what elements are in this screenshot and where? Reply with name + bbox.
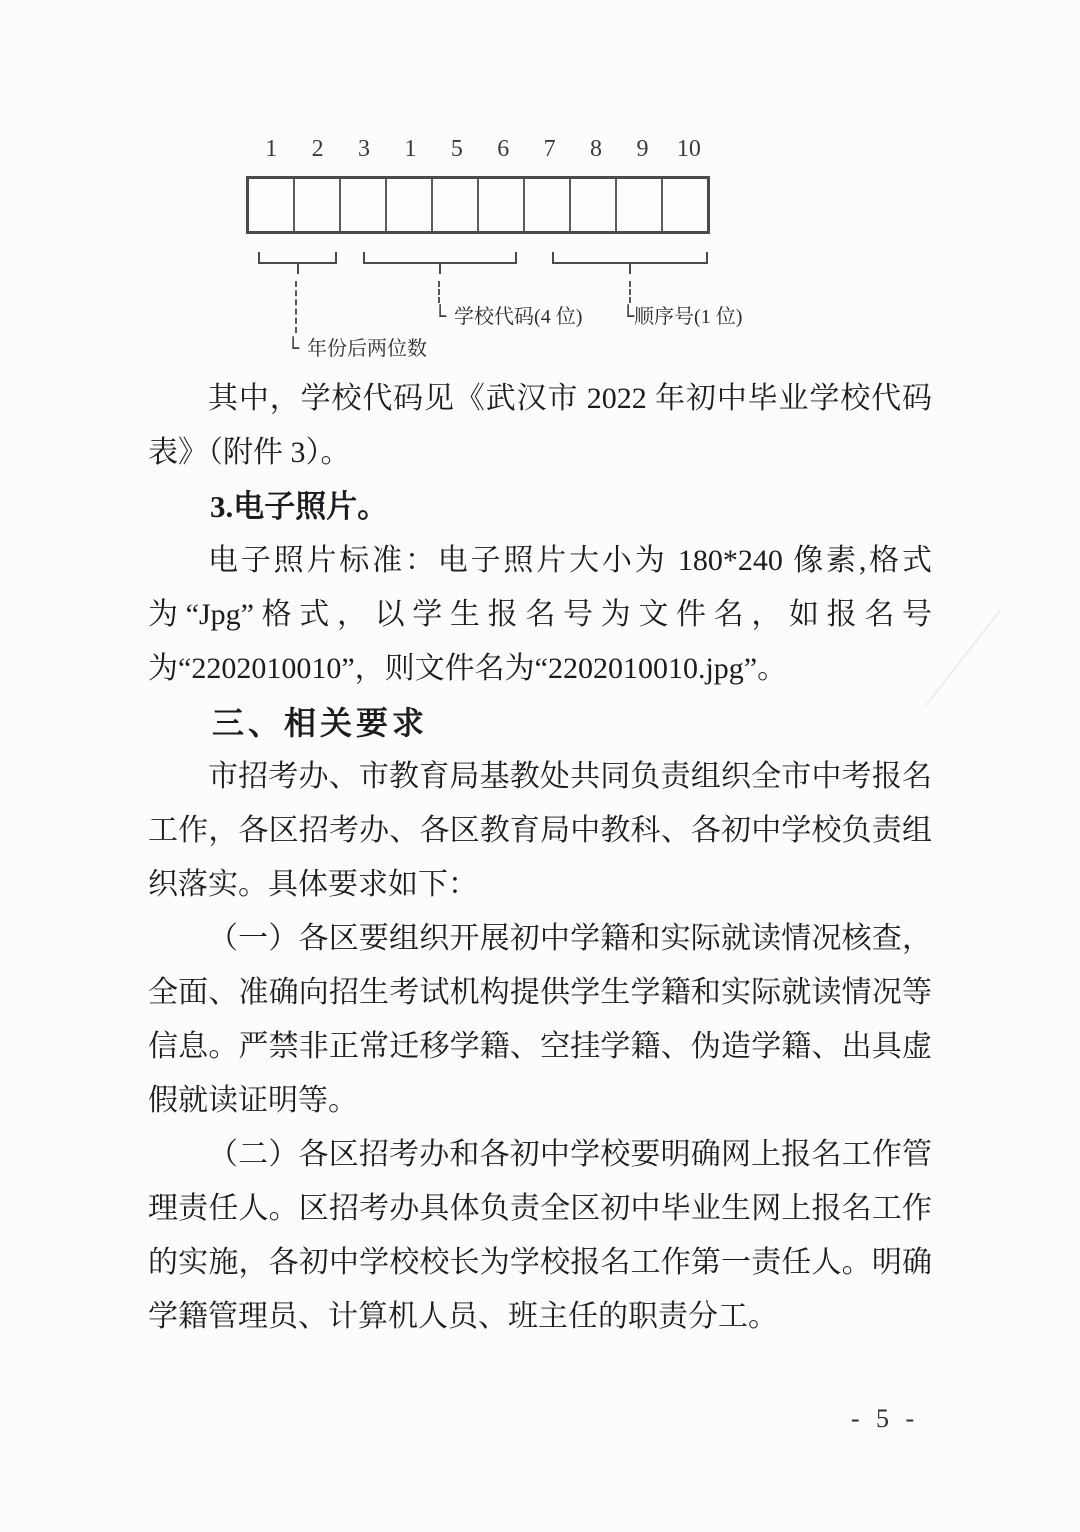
- scan-artifact: [925, 610, 1000, 706]
- digit-position-label: 7: [543, 136, 556, 162]
- school-code-group-brace: [363, 252, 517, 264]
- code-box-cell: [341, 179, 387, 231]
- school-code-connector-line: [438, 281, 440, 303]
- heading-electronic-photo: 3.电子照片。: [210, 489, 389, 524]
- digit-position-label: 6: [497, 136, 510, 162]
- code-box-cell: [617, 179, 663, 231]
- digit-position-label: 1: [265, 136, 278, 162]
- year-connector-line: [295, 281, 297, 333]
- school-code-label: [434, 304, 582, 329]
- code-box-cell: [479, 179, 525, 231]
- digit-position-labels: [248, 134, 712, 164]
- digit-position-label: 8: [590, 136, 603, 162]
- digit-position-label: 9: [636, 136, 649, 162]
- code-digit-boxes: [246, 176, 710, 234]
- code-box-cell: [387, 179, 433, 231]
- para-photo-standard: 电子照片标准：电子照片大小为 180*240 像素,格式为“Jpg”格式，以学生报名号为文件名，如报名号为“2202010010”，则文件名为“2202010010.jpg”。: [148, 544, 932, 685]
- year-group-brace: [258, 252, 337, 264]
- sequence-group-brace: [552, 252, 708, 264]
- para-requirements-intro: 市招考办、市教育局基教处共同负责组织全市中考报名工作，各区招考办、各区教育局中教科、各初中学校负责组织落实。具体要求如下：: [148, 760, 932, 901]
- corner-icon: └: [287, 336, 300, 360]
- corner-icon: └: [622, 304, 635, 328]
- code-box-cell: [249, 179, 295, 231]
- code-box-cell: [295, 179, 341, 231]
- year-digits-label: [287, 336, 427, 361]
- digit-position-label: 10: [676, 136, 701, 162]
- code-box-cell: [663, 179, 707, 231]
- code-box-cell: [433, 179, 479, 231]
- sequence-connector-line: [629, 281, 631, 303]
- document-body: [148, 372, 932, 1344]
- digit-position-label: 2: [311, 136, 324, 162]
- year-digits-label-text: 年份后两位数: [307, 338, 428, 360]
- digit-position-label: 3: [358, 136, 371, 162]
- para-requirement-2: （二）各区招考办和各初中学校要明确网上报名工作管理责任人。区招考办具体负责全区初中毕业生网上报名工作的实施，各初中学校校长为学校报名工作第一责任人。明确学籍管理员、计算机人员、班主任的职责分工。: [148, 1138, 932, 1333]
- sequence-number-label-text: 顺序号(1 位): [634, 306, 743, 328]
- digit-position-label: 1: [404, 136, 417, 162]
- para-school-code-note: 其中，学校代码见《武汉市 2022 年初中毕业学校代码表》（附件 3）。: [148, 382, 932, 469]
- code-box-cell: [571, 179, 617, 231]
- page-number: - 5 -: [850, 1404, 920, 1433]
- code-box-cell: [525, 179, 571, 231]
- digit-position-label: 5: [450, 136, 463, 162]
- para-requirement-1: （一）各区要组织开展初中学籍和实际就读情况核查，全面、准确向招生考试机构提供学生学籍和实际就读情况等信息。严禁非正常迁移学籍、空挂学籍、伪造学籍、出具虚假就读证明等。: [148, 922, 932, 1117]
- heading-related-requirements: 三、相关要求: [212, 705, 429, 741]
- corner-icon: └: [434, 304, 447, 328]
- school-code-label-text: 学校代码(4 位): [454, 306, 583, 328]
- sequence-number-label: [622, 304, 742, 329]
